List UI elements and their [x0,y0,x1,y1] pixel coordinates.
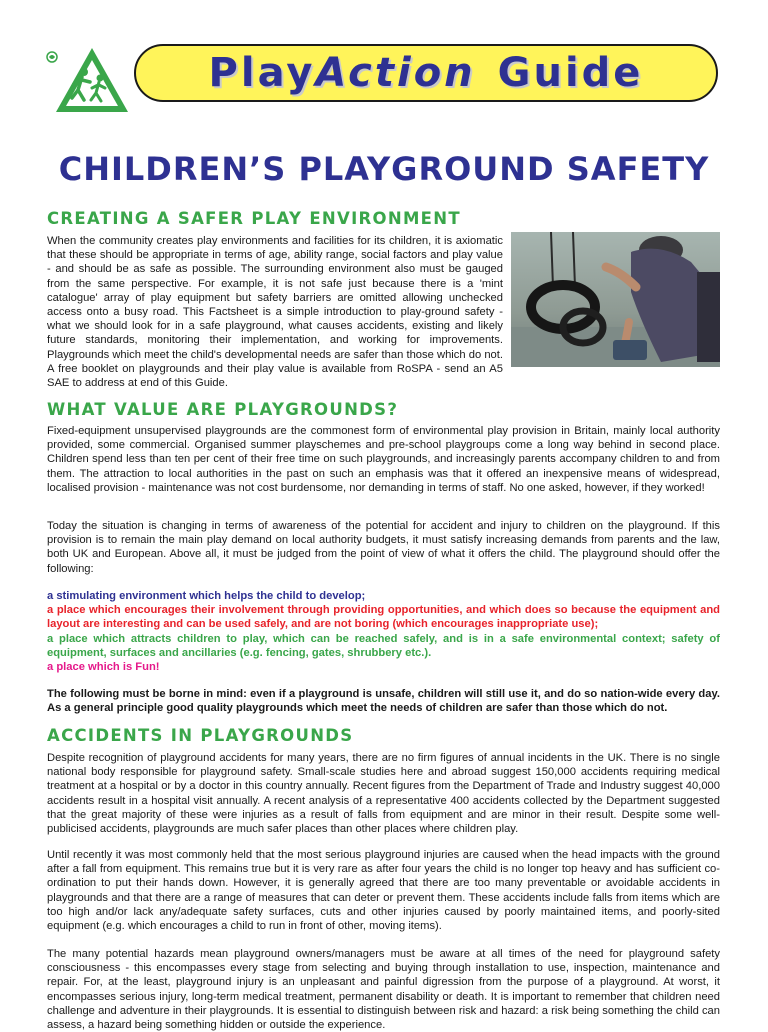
playground-offer-list [47,589,720,674]
banner-word-action: Action [315,50,476,96]
playground-swing-photo [511,232,720,367]
value-paragraph-bold: The following must be borne in mind: even if a playground is unsafe, children will still use it, and do so nation-wide every day. As a general principle good quality playgrounds which meet the needs of children are safer than those which do not. [47,688,720,715]
banner-word-play: Play [208,50,316,96]
accidents-paragraph-1: Despite recognition of playground accidents for many years, there are no firm figures of annual incidents in the UK. There is no single national body responsible for playground safety. Small-scale studies here and abroad suggest 150,000 accidents requiring medical treatment at a hospital or by a doctor in this country annually. Recent figures from the Department of Trade and Industry suggest 40,000 accidents result in a hospital visit annually. A recent analysis of a representative 400 accidents collected by the Department suggested that the great majority of these were injuries as a result of falls from equipment and are minor in their result. Despite some well-publicised accidents, playgrounds are much safer places than other places where children play. [47,752,720,836]
value-paragraph-1: Fixed-equipment unsupervised playgrounds are the commonest form of environmental play provision in Britain, mainly local authority provided, some commercial. Organised summer playschemes and pre-school playgroups come a long way behind in second place. Children spend less than ten per cent of their free time on such playgrounds, and increasingly parents accompany children to and from them. The attraction to local authorities in the past on such an emphasis was that it offered an inexpensive means of widespread, localised provision - maintenance was not cost burdensome, nor demanding in terms of staff. No one asked, however, if they worked! [47,425,720,494]
children-triangle-icon [44,44,130,116]
list-item: a place which is Fun! [47,661,160,674]
list-item: a place which encourages their involvement through providing opportunities, and which does so because the equipment and layout are interesting and can be used safely, and are not boring (which encourages inappropriate use); [47,604,720,631]
accidents-paragraph-3: The many potential hazards mean playground owners/managers must be aware at all times of the need for playground safety consciousness - this encompasses every stage from selecting and buying through installation to use, inspection, maintenance and repair. For, at the least, playground injury is an unpleasant and painful digression from the purpose of a playground. At worst, it encompasses serious injury, long-term medical treatment, permanent disability or death. It is important to remember that children need challenge and adventure in their playgrounds. It is essential to distinguish between risk and hazard: a risk being something the child can assess, a hazard being something hidden or outside the experience. [47,948,720,1032]
value-paragraph-2: Today the situation is changing in terms of awareness of the potential for accident and injury to children on the playground. If this provision is to remain the main play demand on local authority budgets, it must satisfy increasing demands from parents and the law, both UK and European. Above all, it must be judged from the point of view of what it offers the child. The playground should offer the following: [47,520,720,575]
heading-creating-safer-play: CREATING A SAFER PLAY ENVIRONMENT [47,209,461,228]
creating-paragraph: When the community creates play environments and facilities for its children, it is axiomatic that these should be appropriate in terms of age, ability range, social factors and play value - and should be as safe as possible. The surrounding environment also must be gauged from the same perspective. For example, it is not safe just because there is a 'mint catalogue' array of play equipment but safety barriers are omitted allowing unchecked access onto a busy road. This Factsheet is a simple introduction to play-ground safety - what we should look for in a safe playground, what causes accidents, existing and likely future standards, monitoring their implementation, and working for improvements. Playgrounds which meet the child's developmental needs are safer than those which do not. A free booklet on playgrounds and their play value is available from RoSPA - send an A5 SAE to address at end of this Guide. [47,235,503,390]
list-item: a stimulating environment which helps the child to develop; [47,590,366,602]
banner-title [208,50,644,96]
accidents-paragraph-2: Until recently it was most commonly held that the most serious playground injuries are caused when the head impacts with the ground after a fall from equipment. This remains true but it is very rare as after four years the child is no longer top heavy and has sufficient co-ordination to put their hands down. However, it is generally agreed that there are too many preventable or avoidable accidents in playgrounds and that there are a range of measures that can deter or prevent them. These accidents include falls from items which are too high and/or lack any/adequate safety surfaces, cuts and other injuries caused by poorly maintained items, and poorly-sited equipment (e.g. which encourages a child to run in front of other, moving items). [47,849,720,933]
banner-word-guide: Guide [497,50,644,96]
play-action-guide-banner [134,44,718,102]
play-action-logo [44,44,130,116]
heading-accidents: ACCIDENTS IN PLAYGROUNDS [47,726,354,745]
page-title: CHILDREN’S PLAYGROUND SAFETY [58,150,710,188]
heading-what-value: WHAT VALUE ARE PLAYGROUNDS? [47,400,399,419]
list-item: a place which attracts children to play, which can be reached safely, and is in a safe environmental context; safety of equipment, surfaces and ancillaries (e.g. fencing, gates, shrubbery etc.). [47,632,720,659]
